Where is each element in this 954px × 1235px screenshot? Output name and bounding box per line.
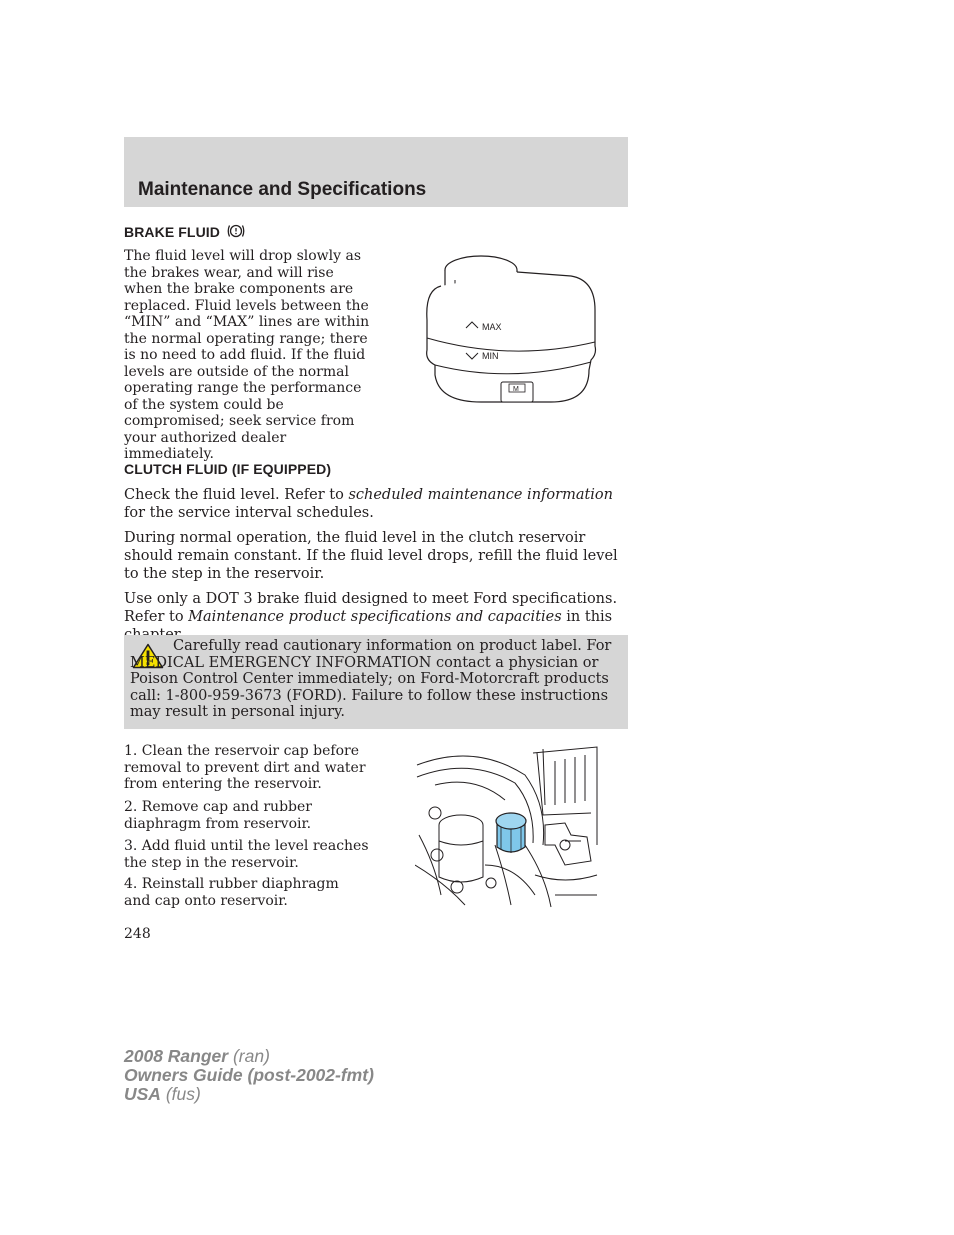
max-label: MAX <box>482 322 502 332</box>
step-4: 4. Reinstall rubber diaphragm and cap onto reservoir. <box>124 876 339 909</box>
brake-fluid-text: The fluid level will drop slowly as the brakes wear, and will rise when the brake components are replaced. Fluid levels between the “MIN” and “MAX” lines are within the normal operating range; there is no need to add fluid. If the fluid levels are outside of the normal operating range the performance of the system could be compromised; seek service from your authorized dealer immediately. <box>124 248 370 462</box>
scheduled-maintenance-reference: scheduled maintenance information <box>348 487 613 503</box>
reservoir-emblem-label: M <box>513 386 519 393</box>
page-title: Maintenance and Specifications <box>138 179 427 200</box>
clutch-p1-end: for the service interval schedules. <box>124 505 374 521</box>
brake-fluid-heading <box>124 222 246 240</box>
clutch-p1-start: Check the fluid level. Refer to <box>124 487 349 503</box>
brake-reservoir-illustration <box>421 250 601 415</box>
brake-fluid-heading-text: BRAKE FLUID <box>124 224 220 240</box>
footer-guide: Owners Guide (post-2002-fmt) <box>124 1065 374 1085</box>
footer-line-1 <box>124 1047 374 1066</box>
step-3: 3. Add fluid until the level reaches the step in the reservoir. <box>124 838 369 871</box>
clutch-fluid-heading: CLUTCH FLUID (IF EQUIPPED) <box>124 461 332 477</box>
clutch-reservoir-illustration <box>415 745 601 910</box>
clutch-p3-end: in this <box>566 609 613 625</box>
footer-model-code: (ran) <box>228 1046 270 1066</box>
clutch-paragraph-2: During normal operation, the fluid level in the clutch reservoir should remain constant. If the fluid level drops, refill the fluid level to the step in the reservoir. <box>124 530 618 582</box>
footer-market: USA <box>124 1084 161 1104</box>
min-label: MIN <box>482 351 499 361</box>
clutch-paragraph-1 <box>124 486 628 522</box>
header-band <box>124 137 628 207</box>
footer-line-2 <box>124 1066 374 1085</box>
product-specifications-reference: Maintenance product specifications and capacities <box>188 609 562 625</box>
page-number: 248 <box>124 926 151 942</box>
document-footer <box>124 1047 374 1104</box>
brake-warning-icon <box>226 222 246 240</box>
step-2: 2. Remove cap and rubber diaphragm from reservoir. <box>124 799 312 832</box>
warning-text: Carefully read cautionary information on product label. For MEDICAL EMERGENCY INFORMATION contact a physician or Poison Control Center immediately; on Ford-Motorcraft products call: 1-800-959-3673 (FORD). Failure to follow these instructions may result in personal injury. <box>130 638 612 720</box>
warning-box <box>124 635 628 729</box>
footer-model: 2008 Ranger <box>124 1046 229 1066</box>
footer-line-3 <box>124 1085 374 1104</box>
clutch-p3-start: Use only a DOT 3 brake fluid designed to meet Ford specifications. Refer to <box>124 591 618 625</box>
footer-market-code: (fus) <box>160 1084 201 1104</box>
step-1: 1. Clean the reservoir cap before removal to prevent dirt and water from entering the reservoir. <box>124 743 366 792</box>
